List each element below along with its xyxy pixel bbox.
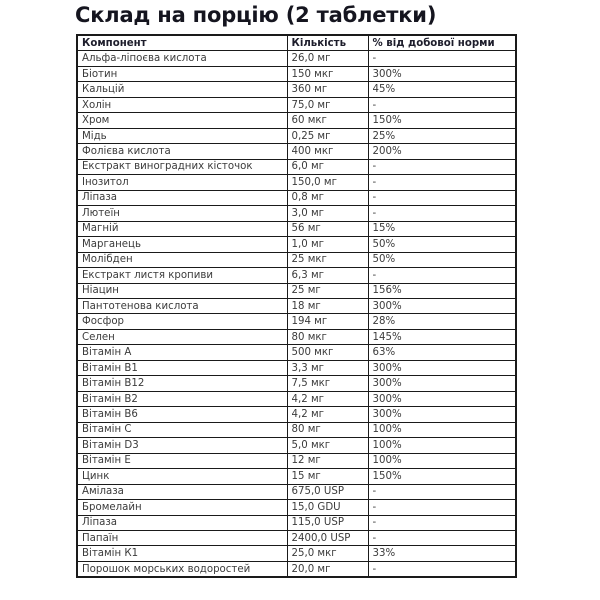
cell-amount: 3,3 мг [287,360,368,375]
cell-amount: 115,0 USP [287,515,368,530]
cell-component: Екстракт листя кропиви [77,268,287,283]
table-row [77,252,516,267]
cell-daily-value: - [368,97,516,112]
cell-amount: 675,0 USP [287,484,368,499]
cell-daily-value: 33% [368,546,516,561]
cell-amount: 150,0 мг [287,175,368,190]
cell-daily-value: - [368,206,516,221]
cell-daily-value: 45% [368,82,516,97]
cell-daily-value: - [368,51,516,66]
cell-amount: 80 мкг [287,329,368,344]
cell-daily-value: 300% [368,66,516,81]
cell-daily-value: 100% [368,453,516,468]
header-amount: Кількість [287,35,368,51]
cell-daily-value: 156% [368,283,516,298]
table-row [77,82,516,97]
cell-amount: 150 мкг [287,66,368,81]
cell-component: Вітамін А [77,345,287,360]
table-row [77,391,516,406]
cell-component: Молібден [77,252,287,267]
cell-component: Лютеїн [77,206,287,221]
cell-component: Вітамін В2 [77,391,287,406]
cell-amount: 5,0 мкг [287,438,368,453]
cell-component: Мідь [77,128,287,143]
cell-component: Вітамін В6 [77,407,287,422]
cell-daily-value: - [368,175,516,190]
cell-amount: 6,0 мг [287,159,368,174]
cell-component: Амілаза [77,484,287,499]
header-daily-value: % від добової норми [368,35,516,51]
table-row [77,407,516,422]
table-row [77,422,516,437]
cell-daily-value: 28% [368,314,516,329]
table-row [77,360,516,375]
table-row [77,484,516,499]
cell-component: Цинк [77,469,287,484]
cell-component: Вітамін D3 [77,438,287,453]
table-row [77,66,516,81]
table-row [77,515,516,530]
cell-amount: 7,5 мкг [287,376,368,391]
cell-daily-value: - [368,500,516,515]
cell-amount: 75,0 мг [287,97,368,112]
cell-daily-value: 300% [368,360,516,375]
table-row [77,500,516,515]
cell-component: Вітамін В12 [77,376,287,391]
cell-amount: 360 мг [287,82,368,97]
cell-component: Порошок морських водоростей [77,561,287,577]
cell-amount: 0,25 мг [287,128,368,143]
table-row [77,283,516,298]
table-row [77,345,516,360]
cell-component: Марганець [77,237,287,252]
cell-daily-value: 300% [368,376,516,391]
cell-amount: 3,0 мг [287,206,368,221]
cell-component: Інозитол [77,175,287,190]
cell-daily-value: 100% [368,422,516,437]
cell-component: Вітамін В1 [77,360,287,375]
cell-daily-value: - [368,561,516,577]
cell-component: Фосфор [77,314,287,329]
cell-daily-value: - [368,190,516,205]
cell-component: Холін [77,97,287,112]
table-row [77,97,516,112]
cell-amount: 26,0 мг [287,51,368,66]
cell-daily-value: - [368,268,516,283]
table-row [77,314,516,329]
table-row [77,221,516,236]
cell-daily-value: 150% [368,113,516,128]
cell-amount: 2400,0 USP [287,531,368,546]
page-title: Склад на порцію (2 таблетки) [75,3,437,27]
cell-component: Хром [77,113,287,128]
cell-component: Ліпаза [77,515,287,530]
table-row [77,561,516,577]
cell-component: Папаїн [77,531,287,546]
cell-daily-value: 15% [368,221,516,236]
cell-daily-value: 50% [368,237,516,252]
cell-daily-value: - [368,484,516,499]
cell-amount: 20,0 мг [287,561,368,577]
cell-component: Ніацин [77,283,287,298]
table-row [77,298,516,313]
cell-amount: 400 мкг [287,144,368,159]
cell-component: Екстракт виноградних кісточок [77,159,287,174]
cell-amount: 12 мг [287,453,368,468]
cell-daily-value: 100% [368,438,516,453]
table-row [77,159,516,174]
table-row [77,237,516,252]
cell-daily-value: 300% [368,407,516,422]
cell-component: Вітамін С [77,422,287,437]
cell-component: Біотин [77,66,287,81]
cell-daily-value: 145% [368,329,516,344]
cell-amount: 6,3 мг [287,268,368,283]
cell-component: Вітамін К1 [77,546,287,561]
cell-component: Ліпаза [77,190,287,205]
cell-amount: 15 мг [287,469,368,484]
table-row [77,531,516,546]
composition-table [76,34,517,578]
cell-amount: 25 мг [287,283,368,298]
cell-amount: 15,0 GDU [287,500,368,515]
header-component: Компонент [77,35,287,51]
cell-amount: 18 мг [287,298,368,313]
table-body [77,51,516,577]
table-header-row [77,35,516,51]
cell-component: Бромелайн [77,500,287,515]
table-row [77,128,516,143]
cell-component: Магній [77,221,287,236]
cell-component: Кальцій [77,82,287,97]
table-row [77,268,516,283]
cell-amount: 1,0 мг [287,237,368,252]
cell-daily-value: 50% [368,252,516,267]
table-row [77,453,516,468]
cell-daily-value: 150% [368,469,516,484]
cell-component: Пантотенова кислота [77,298,287,313]
cell-component: Фолієва кислота [77,144,287,159]
cell-amount: 194 мг [287,314,368,329]
table-row [77,113,516,128]
table-row [77,51,516,66]
cell-component: Альфа-ліпоєва кислота [77,51,287,66]
cell-daily-value: 300% [368,391,516,406]
cell-daily-value: 63% [368,345,516,360]
table-row [77,469,516,484]
cell-daily-value: 300% [368,298,516,313]
cell-component: Вітамін Е [77,453,287,468]
cell-amount: 500 мкг [287,345,368,360]
cell-daily-value: - [368,159,516,174]
table-row [77,546,516,561]
cell-amount: 4,2 мг [287,391,368,406]
table-row [77,376,516,391]
cell-component: Селен [77,329,287,344]
cell-daily-value: 200% [368,144,516,159]
cell-amount: 80 мг [287,422,368,437]
cell-amount: 0,8 мг [287,190,368,205]
table-row [77,175,516,190]
table-row [77,190,516,205]
cell-amount: 56 мг [287,221,368,236]
table-row [77,329,516,344]
cell-amount: 25 мкг [287,252,368,267]
cell-amount: 60 мкг [287,113,368,128]
cell-amount: 25,0 мкг [287,546,368,561]
cell-amount: 4,2 мг [287,407,368,422]
table-row [77,144,516,159]
cell-daily-value: 25% [368,128,516,143]
table-row [77,438,516,453]
table-row [77,206,516,221]
cell-daily-value: - [368,515,516,530]
cell-daily-value: - [368,531,516,546]
